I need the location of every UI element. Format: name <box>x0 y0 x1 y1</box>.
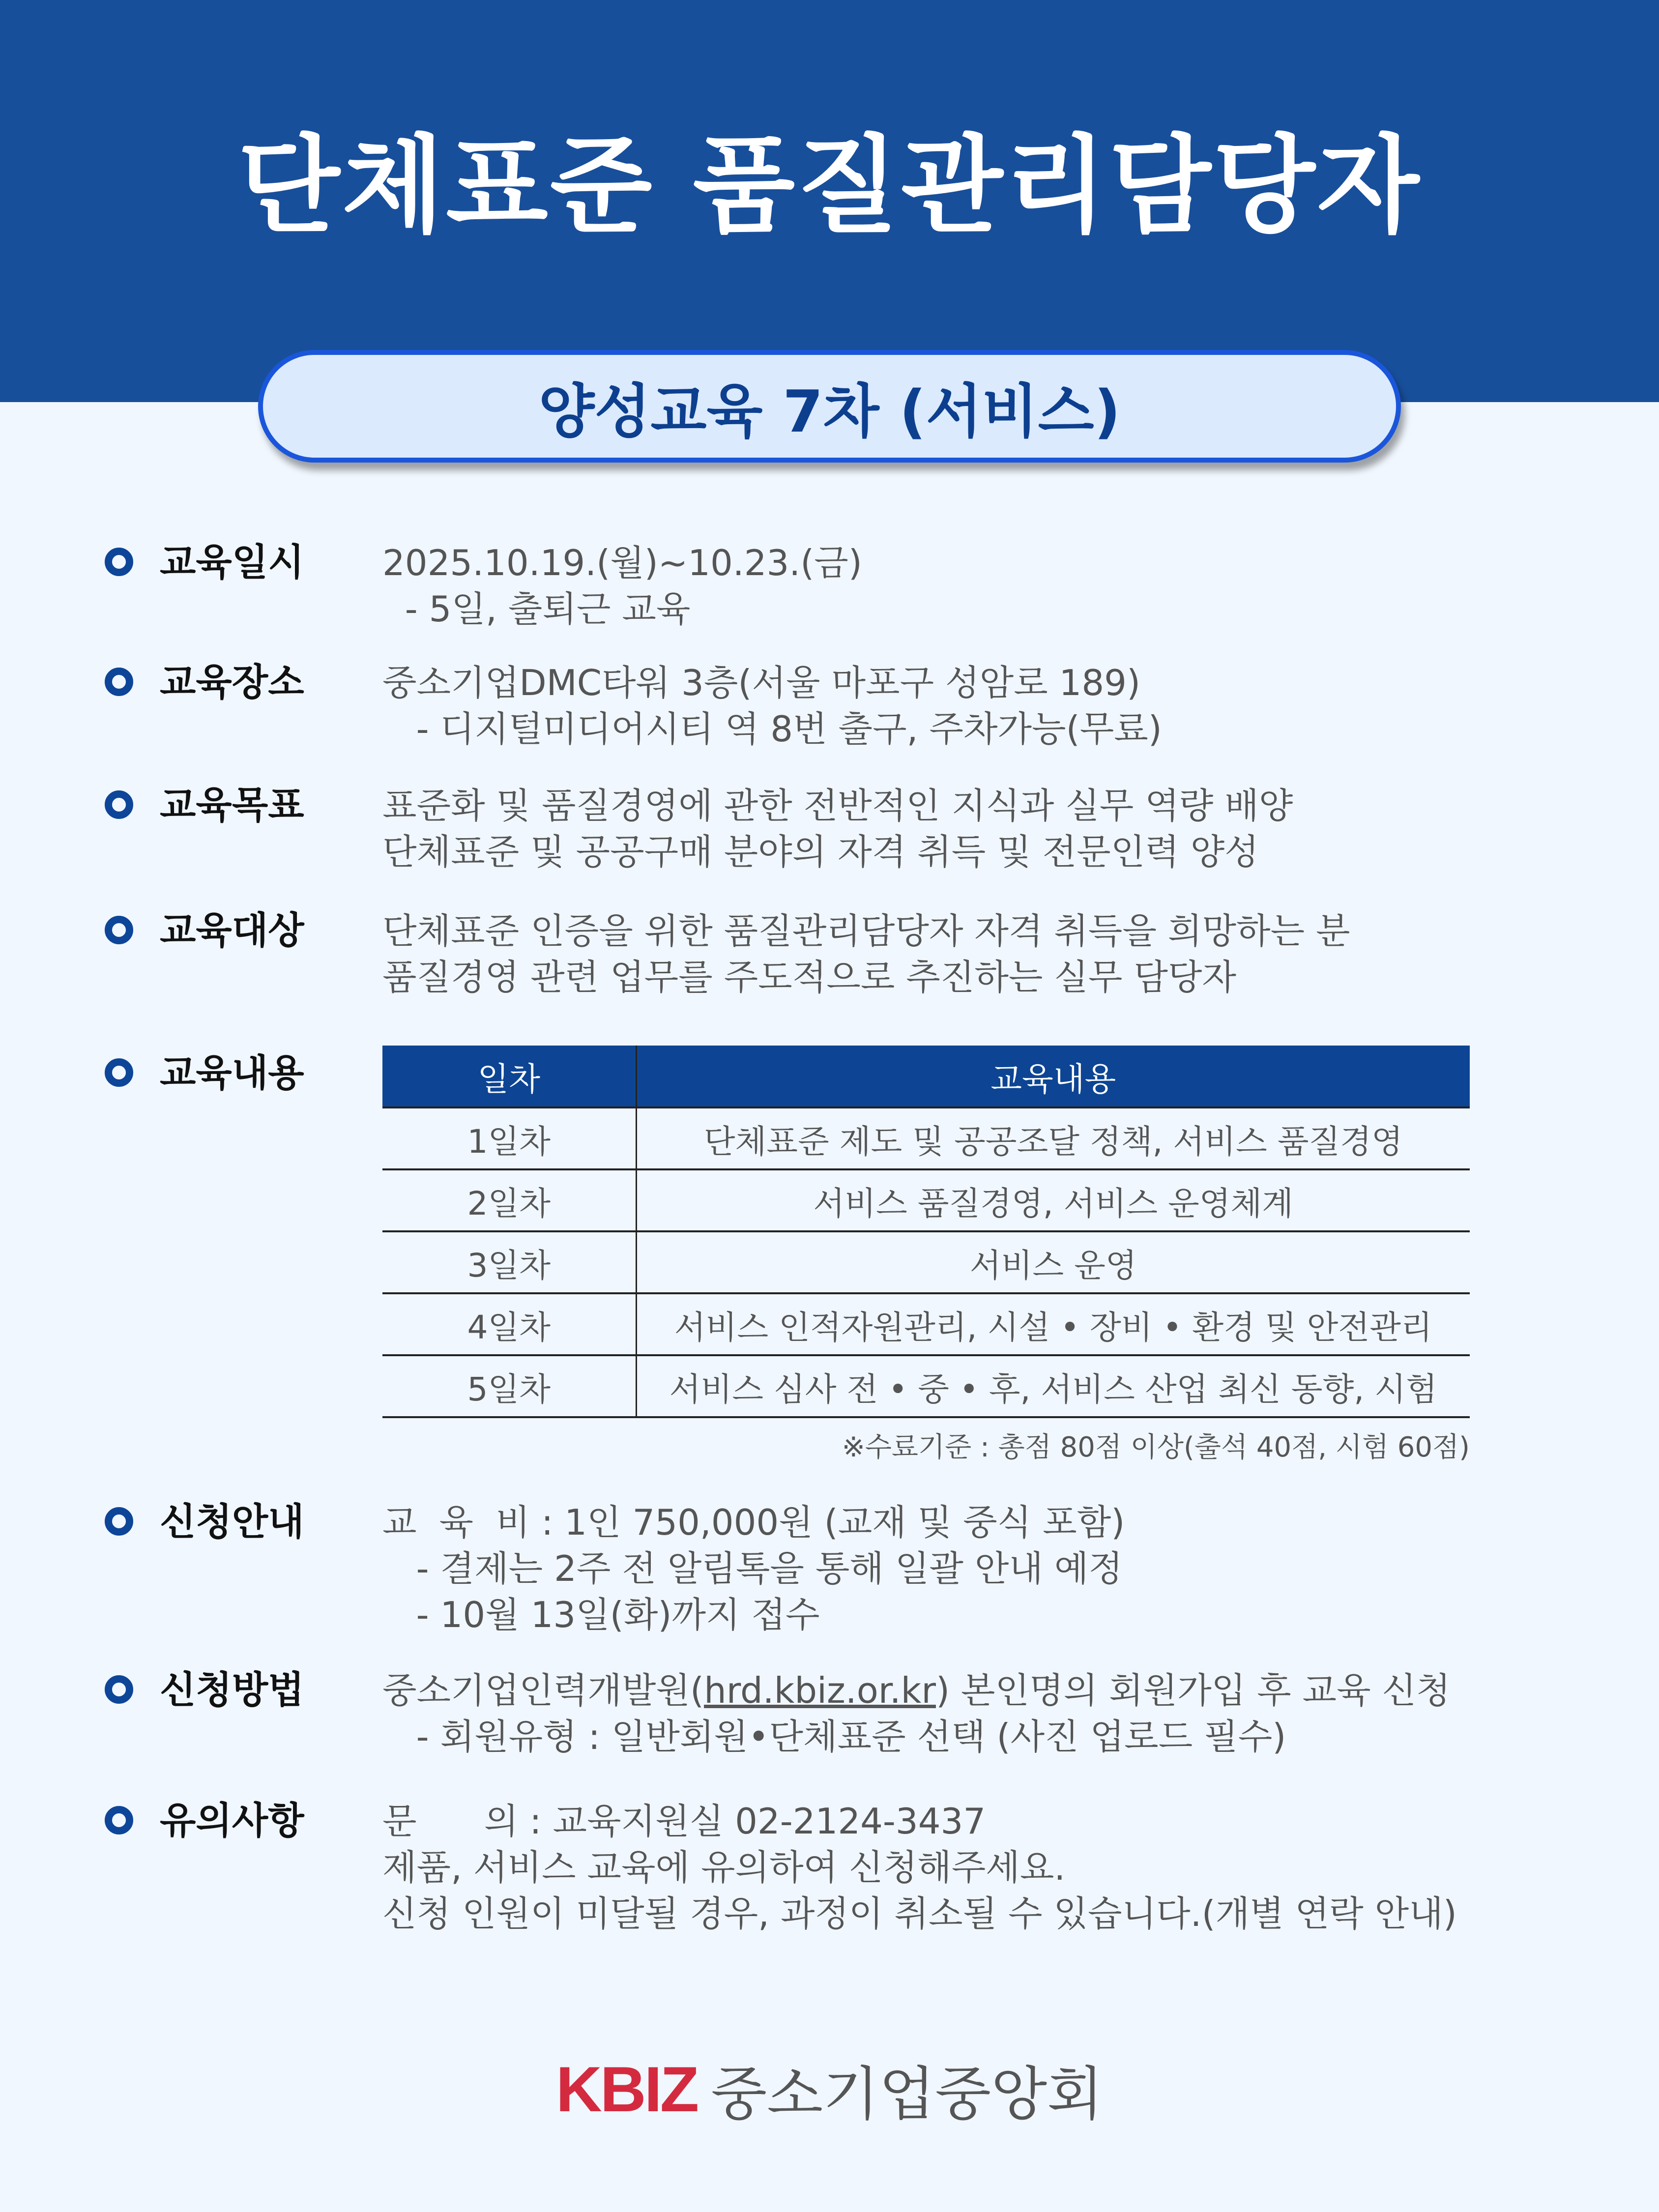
section-content <box>382 1499 1125 1638</box>
section-label: 유의사항 <box>160 1799 304 1842</box>
completion-note: ※수료기준 : 총점 80점 이상(출석 40점, 시험 60점) <box>842 1431 1470 1463</box>
line: - 5일, 출퇴근 교육 <box>382 588 691 630</box>
curriculum-table <box>382 1046 1470 1418</box>
cell-content: 서비스 품질경영, 서비스 운영체계 <box>636 1169 1470 1231</box>
table-row <box>382 1231 1470 1293</box>
section-label: 신청방법 <box>160 1668 304 1712</box>
table-row <box>382 1293 1470 1355</box>
line: 문 의 : 교육지원실 02-2124-3437 <box>382 1801 986 1842</box>
line: 신청 인원이 미달될 경우, 과정이 취소될 수 있습니다.(개별 연락 안내) <box>382 1893 1457 1934</box>
cell-day: 5일차 <box>382 1355 636 1417</box>
cell-day: 1일차 <box>382 1107 636 1169</box>
circle-bullet-icon <box>105 1058 133 1087</box>
cell-day: 2일차 <box>382 1169 636 1231</box>
circle-bullet-icon <box>105 1675 133 1704</box>
table-row <box>382 1107 1470 1169</box>
line: - 회원유형 : 일반회원•단체표준 선택 (사진 업로드 필수) <box>382 1716 1286 1757</box>
cell-content: 서비스 인적자원관리, 시설 • 장비 • 환경 및 안전관리 <box>636 1293 1470 1355</box>
line: 표준화 및 품질경영에 관한 전반적인 지식과 실무 역량 배양 <box>382 785 1293 826</box>
table-header <box>382 1046 1470 1107</box>
cell-content: 서비스 심사 전 • 중 • 후, 서비스 산업 최신 동향, 시험 <box>636 1355 1470 1417</box>
circle-bullet-icon <box>105 790 133 819</box>
table-row <box>382 1355 1470 1417</box>
cell-content: 서비스 운영 <box>636 1231 1470 1293</box>
header-content: 교육내용 <box>636 1046 1470 1107</box>
subtitle: 양성교육 7차 (서비스) <box>538 377 1121 445</box>
section-content <box>382 1798 1457 1937</box>
line: 단체표준 및 공공구매 분야의 자격 취득 및 전문인력 양성 <box>382 831 1259 873</box>
line: - 결제는 2주 전 알림톡을 통해 일괄 안내 예정 <box>382 1548 1123 1589</box>
table-row <box>382 1169 1470 1231</box>
circle-bullet-icon <box>105 548 133 576</box>
section-label: 교육대상 <box>160 908 304 952</box>
line <box>382 1667 1451 1714</box>
kbiz-logo <box>0 2047 1659 2131</box>
section-label: 교육일시 <box>160 540 304 584</box>
section-content <box>382 1667 1451 1760</box>
circle-bullet-icon <box>105 1507 133 1536</box>
line: 단체표준 인증을 위한 품질관리담당자 자격 취득을 희망하는 분 <box>382 910 1350 952</box>
line: 교 육 비 : 1인 750,000원 (교재 및 중식 포함) <box>382 1502 1125 1543</box>
section-content <box>382 908 1350 1000</box>
circle-bullet-icon <box>105 1806 133 1834</box>
section-label: 교육내용 <box>160 1051 304 1095</box>
section-label: 교육장소 <box>160 660 304 704</box>
cell-day: 3일차 <box>382 1231 636 1293</box>
line: 중소기업DMC타워 3층(서울 마포구 성암로 189) <box>382 662 1141 703</box>
subtitle-pill <box>258 350 1401 463</box>
page-title: 단체표준 품질관리담당자 <box>237 124 1422 247</box>
section-label: 신청안내 <box>160 1500 304 1543</box>
line: - 디지털미디어시티 역 8번 출구, 주차가능(무료) <box>382 708 1162 750</box>
section-label: 교육목표 <box>160 783 304 827</box>
line: 제품, 서비스 교육에 유의하여 신청해주세요. <box>382 1847 1066 1888</box>
line: 2025.10.19.(월)~10.23.(금) <box>382 542 862 583</box>
cell-day: 4일차 <box>382 1293 636 1355</box>
section-content <box>382 540 862 632</box>
line: 품질경영 관련 업무를 주도적으로 추진하는 실무 담당자 <box>382 957 1237 998</box>
logo-name: 중소기업중앙회 <box>711 2060 1104 2128</box>
website-link[interactable]: hrd.kbiz.or.kr <box>704 1670 936 1711</box>
line: - 10월 13일(화)까지 접수 <box>382 1594 820 1635</box>
header-day: 일차 <box>382 1046 636 1107</box>
circle-bullet-icon <box>105 916 133 944</box>
text: 중소기업인력개발원( <box>382 1670 704 1711</box>
circle-bullet-icon <box>105 668 133 696</box>
cell-content: 단체표준 제도 및 공공조달 정책, 서비스 품질경영 <box>636 1107 1470 1169</box>
section-content <box>382 783 1293 875</box>
section-content <box>382 660 1162 752</box>
text: ) 본인명의 회원가입 후 교육 신청 <box>935 1670 1451 1711</box>
logo-brand: KBIZ <box>555 2053 698 2125</box>
